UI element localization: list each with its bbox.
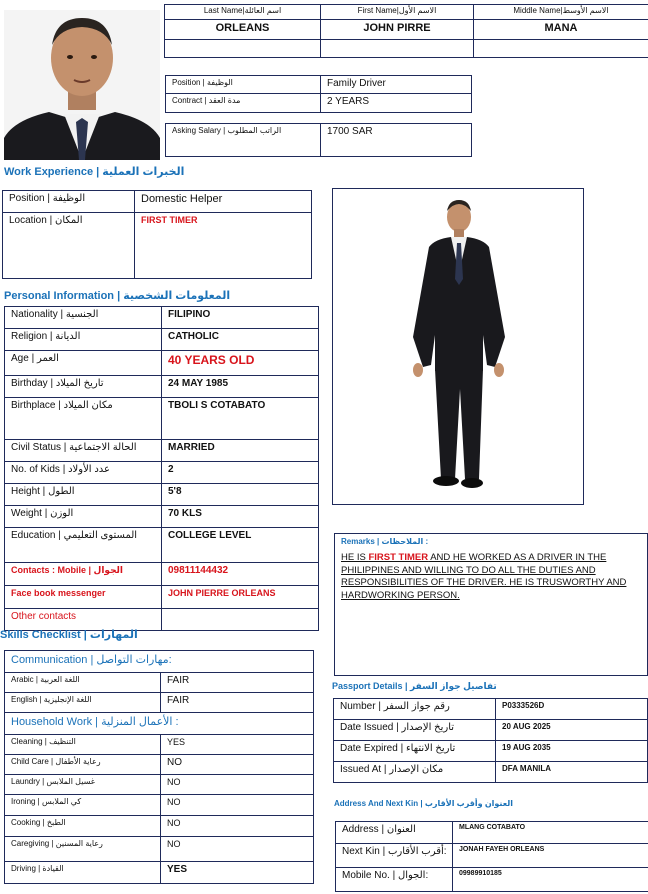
remarks-text-rest: AND HE WORKED AS A DRIVER IN THE PHILIPPINES AND WILLING TO DO ALL THE DUTIES AND RESPONSIBILITIES OF THE DRIVER. HE IS TRUSWORTHY AND HARDWORKING PERSON.	[341, 552, 627, 601]
nationality-value: FILIPINO	[162, 307, 319, 329]
last-name-header: Last Name|اسم العائلة	[165, 5, 321, 20]
we-location-label: Location | المكان	[3, 213, 135, 279]
kids-value: 2	[162, 462, 319, 484]
age-label: Age | العمر	[5, 351, 162, 376]
salary-table	[165, 123, 472, 157]
remarks-text	[341, 552, 641, 602]
weight-value: 70 KLS	[162, 506, 319, 528]
height-value: 5'8	[162, 484, 319, 506]
driving-value: YES	[161, 862, 314, 884]
issued-at-value: DFA MANILA	[496, 762, 648, 783]
we-location-value: FIRST TIMER	[135, 213, 312, 279]
date-issued-label: Date Issued | تاريخ الإصدار	[334, 720, 496, 741]
religion-value: CATHOLIC	[162, 329, 319, 351]
arabic-value: FAIR	[161, 673, 314, 693]
date-expired-label: Date Expired | تاريخ الانتهاء	[334, 741, 496, 762]
kin-mobile-label: Mobile No. | الجوال:	[336, 868, 453, 892]
issued-at-label: Issued At | مكان الإصدار	[334, 762, 496, 783]
caregiving-value: NO	[161, 837, 314, 862]
english-value: FAIR	[161, 693, 314, 713]
passport-number-value: P0333526D	[496, 699, 648, 720]
position-value: Family Driver	[321, 76, 472, 94]
household-label: Household Work | الأعمال المنزلية :	[5, 713, 314, 735]
empty-cell	[321, 40, 474, 58]
communication-label: Communication | مهارات التواصل:	[5, 651, 314, 673]
civil-status-value: MARRIED	[162, 440, 319, 462]
remarks-text-prefix: HE IS	[341, 552, 369, 563]
empty-cell	[165, 40, 321, 58]
messenger-label: Face book messenger	[5, 586, 162, 609]
first-name-value: JOHN PIRRE	[321, 20, 474, 40]
mobile-value: 09811144432	[162, 563, 319, 586]
education-label: Education | المستوى التعليمي	[5, 528, 162, 563]
weight-label: Weight | الوزن	[5, 506, 162, 528]
birthplace-value: TBOLI S COTABATO	[162, 398, 319, 440]
date-expired-value: 19 AUG 2035	[496, 741, 648, 762]
civil-status-label: Civil Status | الحالة الاجتماعية	[5, 440, 162, 462]
cleaning-value: YES	[161, 735, 314, 755]
remarks-box	[334, 533, 648, 676]
cleaning-label: Cleaning | التنظيف	[5, 735, 161, 755]
we-position-value: Domestic Helper	[135, 191, 312, 213]
address-table	[335, 821, 648, 892]
last-name-value: ORLEANS	[165, 20, 321, 40]
skills-table	[4, 650, 314, 884]
mobile-label: Contacts : Mobile | الجوال	[5, 563, 162, 586]
next-kin-label: Next Kin | أقرب الأقارب:	[336, 844, 453, 868]
salary-value: 1700 SAR	[321, 124, 472, 157]
contract-value: 2 YEARS	[321, 94, 472, 113]
address-label: Address | العنوان	[336, 822, 453, 844]
messenger-value: JOHN PIERRE ORLEANS	[162, 586, 319, 609]
education-value: COLLEGE LEVEL	[162, 528, 319, 563]
full-body-photo	[332, 188, 584, 505]
middle-name-header: Middle Name|الاسم الأوسط	[474, 5, 648, 20]
next-kin-value: JONAH FAYEH ORLEANS	[453, 844, 648, 868]
middle-name-value: MANA	[474, 20, 648, 40]
childcare-label: Child Care | رعاية الأطفال	[5, 755, 161, 775]
contract-label: Contract | مدة العقد	[166, 94, 321, 113]
caregiving-label: Caregiving | رعاية المسنين	[5, 837, 161, 862]
laundry-label: Laundry | غسيل الملابس	[5, 775, 161, 795]
name-table	[164, 4, 648, 58]
address-title: Address And Next Kin | العنوان وأقرب الأقارب	[334, 799, 513, 808]
date-issued-value: 20 AUG 2025	[496, 720, 648, 741]
religion-label: Religion | الديانة	[5, 329, 162, 351]
remarks-title: Remarks | الملاحظات :	[341, 537, 429, 546]
passport-table	[333, 698, 648, 783]
headshot-photo	[4, 10, 160, 160]
passport-number-label: Number | رقم جواز السفر	[334, 699, 496, 720]
height-label: Height | الطول	[5, 484, 162, 506]
childcare-value: NO	[161, 755, 314, 775]
ironing-label: Ironing | كي الملابس	[5, 795, 161, 816]
kin-mobile-value: 09989910185	[453, 868, 648, 892]
other-contacts-value	[162, 609, 319, 631]
nationality-label: Nationality | الجنسية	[5, 307, 162, 329]
cooking-value: NO	[161, 816, 314, 837]
personal-info-title: Personal Information | المعلومات الشخصية	[4, 290, 231, 302]
we-position-label: Position | الوظيفة	[3, 191, 135, 213]
address-value: MLANG COTABATO	[453, 822, 648, 844]
birthday-label: Birthday | تاريخ الميلاد	[5, 376, 162, 398]
work-experience-title: Work Experience | الخبرات العملية	[4, 166, 185, 178]
empty-cell	[474, 40, 648, 58]
other-contacts-label: Other contacts	[5, 609, 162, 631]
kids-label: No. of Kids | عدد الأولاد	[5, 462, 162, 484]
cooking-label: Cooking | الطبخ	[5, 816, 161, 837]
age-value: 40 YEARS OLD	[162, 351, 319, 376]
driving-label: Driving | القيادة	[5, 862, 161, 884]
position-label: Position | الوظيفة	[166, 76, 321, 94]
birthplace-label: Birthplace | مكان الميلاد	[5, 398, 162, 440]
english-label: English | اللغة الإنجليزية	[5, 693, 161, 713]
arabic-label: Arabic | اللغة العربية	[5, 673, 161, 693]
salary-label: Asking Salary | الراتب المطلوب	[166, 124, 321, 157]
skills-title: Skills Checklist | المهارات	[0, 629, 138, 641]
passport-title: Passport Details | تفاصيل جواز السفر	[332, 681, 497, 691]
first-name-header: First Name|الاسم الأول	[321, 5, 474, 20]
birthday-value: 24 MAY 1985	[162, 376, 319, 398]
laundry-value: NO	[161, 775, 314, 795]
remarks-highlight: FIRST TIMER	[368, 552, 429, 563]
job-table	[165, 75, 472, 113]
personal-info-table	[4, 306, 319, 631]
work-experience-table	[2, 190, 312, 279]
ironing-value: NO	[161, 795, 314, 816]
